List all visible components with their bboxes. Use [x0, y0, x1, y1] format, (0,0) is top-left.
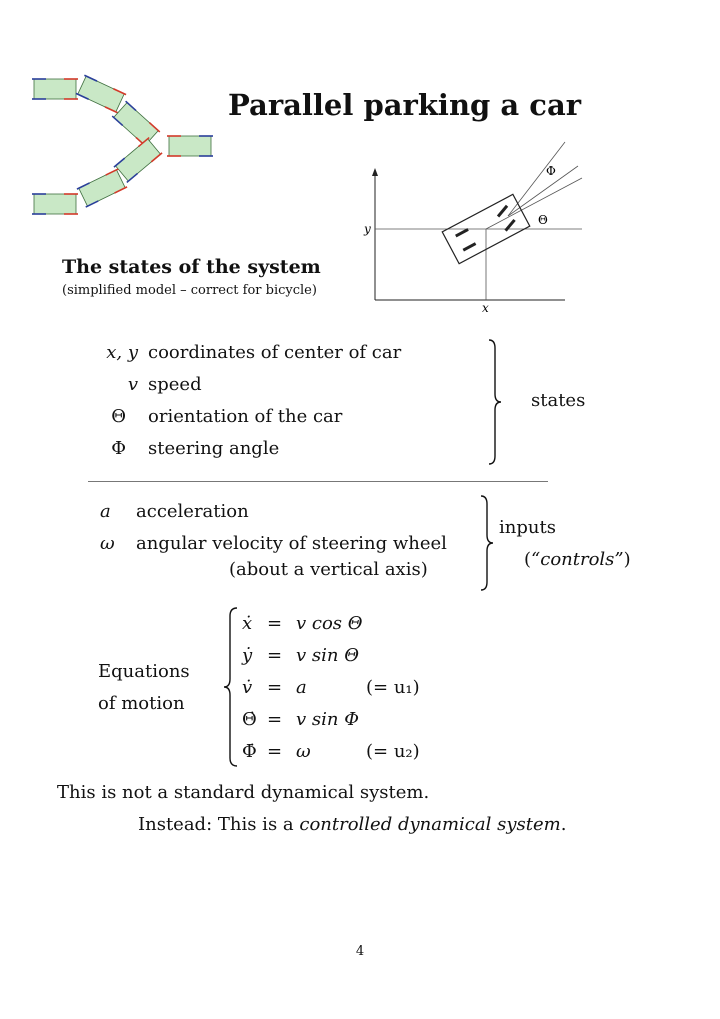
car-top-left-turn: [76, 75, 126, 113]
steering-line: [508, 142, 565, 216]
x-label: x: [482, 301, 489, 315]
inputs-group-label: inputs: [499, 517, 556, 538]
equation-rhs: ω: [296, 741, 311, 762]
input-description: angular velocity of steering wheel: [136, 533, 447, 554]
states-note: (simplified model – correct for bicycle): [62, 283, 317, 298]
page-number: 4: [355, 944, 365, 959]
input-description: acceleration: [136, 501, 249, 522]
phi-label: Φ: [546, 164, 556, 178]
conclusion-emphasis: controlled dynamical system: [299, 814, 561, 835]
equation-equals: =: [267, 677, 283, 698]
state-description: coordinates of center of car: [148, 342, 402, 363]
state-description: orientation of the car: [148, 406, 343, 427]
equation-rhs: v sin Φ: [296, 709, 359, 730]
car-bottom-left-turn: [77, 169, 127, 207]
equation-note: (= u₂): [366, 741, 420, 762]
state-symbol: v: [127, 374, 138, 395]
wheel-heading-line: [508, 166, 578, 216]
state-description: steering angle: [148, 438, 280, 459]
state-description: speed: [148, 374, 202, 395]
states-heading: The states of the system: [62, 256, 321, 278]
page-title: Parallel parking a car: [228, 88, 582, 122]
car-top-left-start: [32, 79, 78, 99]
equation-rhs: a: [296, 677, 307, 698]
state-symbol: x, y: [106, 342, 138, 363]
car-coordinate-diagram: [360, 140, 590, 320]
heading-line: [486, 178, 582, 229]
parking-maneuver-illustration: [28, 70, 218, 220]
car-right-end: [167, 136, 213, 156]
state-symbol: Θ: [111, 406, 126, 427]
conclusion-line1: This is not a standard dynamical system.: [57, 782, 430, 803]
equation-equals: =: [267, 613, 283, 634]
equation-equals: =: [267, 709, 283, 730]
conclusion-line2: Instead: This is a controlled dynamical system.: [138, 814, 567, 835]
states-brace-icon: [486, 338, 504, 466]
input-extra-line: (about a vertical axis): [229, 559, 428, 580]
states-group-label: states: [531, 390, 586, 411]
equation-rhs: v sin Θ: [296, 645, 359, 666]
controls-label: (“controls”): [524, 549, 631, 570]
equation-equals: =: [267, 741, 283, 762]
equation-lhs: v̇: [242, 677, 253, 698]
equation-note: (= u₁): [366, 677, 420, 698]
equations-label-line1: Equations: [98, 661, 190, 682]
input-symbol: a: [100, 501, 111, 522]
car-bottom-left-start: [32, 194, 78, 214]
car-bottom-diagonal: [114, 138, 162, 183]
equation-lhs: ẏ: [242, 645, 253, 666]
section-divider: [88, 481, 548, 482]
equation-lhs: ẋ: [242, 613, 253, 634]
state-symbol: Φ: [111, 438, 126, 459]
equation-rhs: v cos Θ: [296, 613, 363, 634]
equation-lhs: Φ̇: [242, 741, 257, 762]
equations-brace-icon: [222, 606, 242, 768]
equation-lhs: Θ̇: [242, 709, 257, 730]
y-label: y: [364, 222, 371, 236]
input-symbol: ω: [100, 533, 115, 554]
y-axis-arrow-icon: [372, 168, 378, 176]
theta-label: Θ: [538, 213, 548, 227]
equations-label-line2: of motion: [98, 693, 185, 714]
car-top-diagonal: [112, 101, 160, 147]
equation-equals: =: [267, 645, 283, 666]
inputs-brace-icon: [478, 494, 496, 592]
